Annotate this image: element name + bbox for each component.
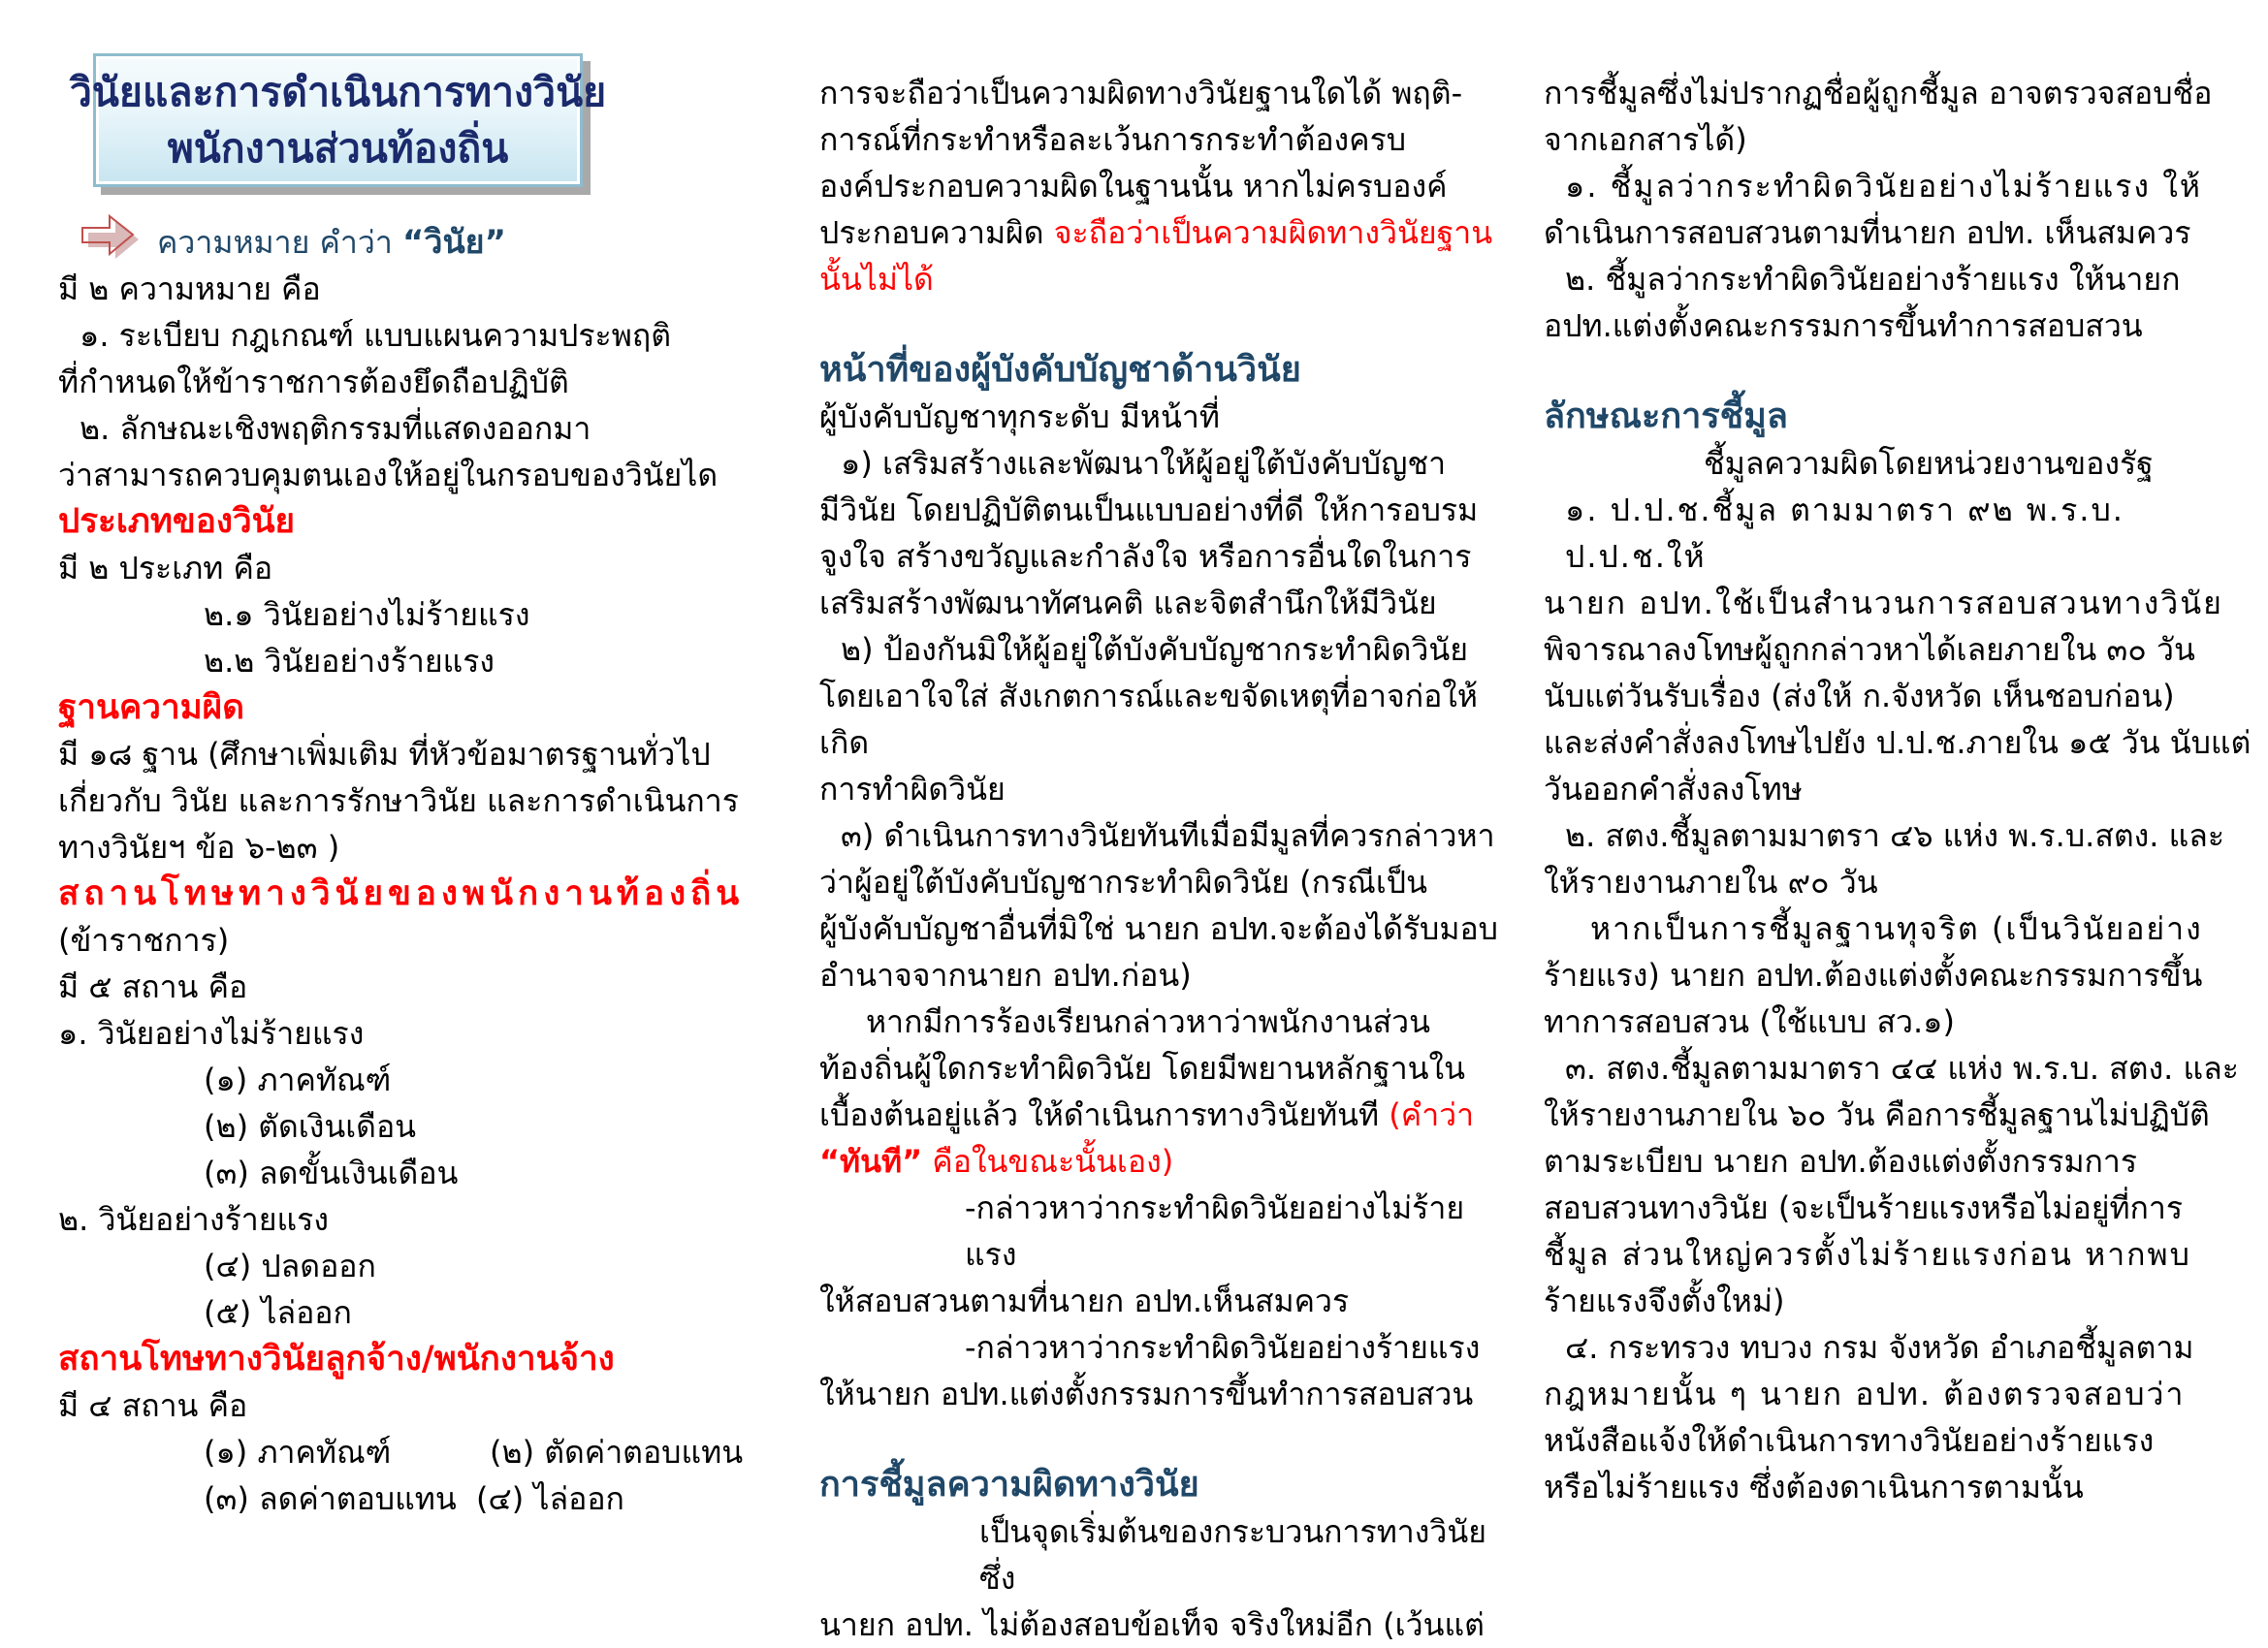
text-line: [1544, 766, 2261, 812]
text-line: [819, 116, 1516, 163]
text-segment: (๓) ลดค่าตอบแทน (๔) ไล่ออก: [204, 1480, 624, 1517]
text-segment: ให้รายงานภายใน ๙๐ วัน: [1544, 864, 1878, 901]
text-segment: ชี้มูล ส่วนใหญ่ควรตั้งไม่ร้ายแรงก่อน หากพบ: [1544, 1236, 2191, 1273]
text-segment: -กล่าวหาว่ากระทำผิดวินัยอย่างไม่ร้ายแรง: [965, 1189, 1465, 1273]
text-segment: (๓) ลดขั้นเงินเดือน: [204, 1155, 459, 1191]
text-line: [1544, 1231, 2261, 1278]
text-segment: จากเอกสารได้): [1544, 121, 1747, 158]
text-line: [1544, 256, 2261, 302]
text-segment: จะถือว่าเป็นความผิดทางวินัยฐาน: [1053, 214, 1493, 251]
column-3: [1544, 70, 2261, 1510]
text-segment: ผู้บังคับบัญชาทุกระดับ มีหน้าที่: [819, 398, 1220, 435]
text-line: [1544, 302, 2261, 349]
text-segment: ๑. ป.ป.ช.ชี้มูล ตามมาตรา ๙๒ พ.ร.บ. ป.ป.ช.ให้: [1565, 491, 2137, 575]
text-line: [1544, 116, 2261, 163]
text-line: [1544, 719, 2261, 766]
text-line: [1544, 70, 2261, 116]
text-line: [58, 266, 783, 312]
text-line: [819, 347, 1516, 394]
text-segment: โดยเอาใจใส่ สังเกตการณ์และขจัดเหตุที่อาจก่อให้เกิด: [819, 678, 1478, 761]
text-segment: ดำเนินการสอบสวนตามที่นายก อปท. เห็นสมควร: [1544, 214, 2191, 251]
text-line: [819, 1508, 1516, 1601]
column-1: [58, 53, 783, 1522]
text-segment: มีวินัย โดยปฏิบัติตนเป็นแบบอย่างที่ดี ให้การอบรม: [819, 491, 1479, 528]
text-segment: และส่งคำสั่งลงโทษไปยัง ป.ป.ช.ภายใน ๑๕ วัน นับแต่: [1544, 724, 2252, 761]
text-line: [1544, 859, 2261, 905]
text-line: [819, 70, 1516, 116]
text-segment: ให้นายก อปท.แต่งตั้งกรรมการขึ้นทำการสอบสวน: [819, 1376, 1474, 1412]
text-line: [819, 812, 1516, 859]
text-line: [819, 580, 1516, 626]
text-line: [819, 1371, 1516, 1417]
text-line: [58, 964, 783, 1010]
text-line: [1544, 812, 2261, 859]
text-line: [1544, 1417, 2261, 1464]
text-line: [58, 1336, 783, 1382]
text-line: [58, 1010, 783, 1057]
text-line: [1544, 905, 2261, 952]
text-segment: หากมีการร้องเรียนกล่าวหาว่าพนักงานส่วน: [866, 1003, 1430, 1040]
text-segment: ฐานความผิด: [58, 688, 244, 727]
text-segment: การชี้มูลความผิดทางวินัย: [819, 1465, 1199, 1505]
text-line: [58, 498, 783, 545]
text-line: [819, 1045, 1516, 1092]
text-segment: (๔) ปลดออก: [204, 1248, 376, 1284]
text-line: [1544, 1324, 2261, 1371]
text-line: [58, 871, 783, 917]
text-segment: หากเป็นการชี้มูลฐานทุจริต (เป็นวินัยอย่าง: [1590, 910, 2203, 947]
text-segment: สถานโทษทางวินัยของพนักงานท้องถิ่น: [58, 874, 745, 913]
text-segment: ๒. ชี้มูลว่ากระทำผิดวินัยอย่างร้ายแรง ให้นายก: [1565, 261, 2181, 298]
text-segment: กฎหมายนั้น ๆ นายก อปท. ต้องตรวจสอบว่า: [1544, 1376, 2186, 1412]
text-segment: ลักษณะการชี้มูล: [1544, 396, 1788, 436]
text-line: [819, 533, 1516, 580]
text-segment: “ทันที”: [819, 1143, 923, 1180]
text-line: [819, 766, 1516, 812]
text-segment: นายก อปท.ใช้เป็นสำนวนการสอบสวนทางวินัย: [1544, 585, 2223, 621]
text-segment: ๑) เสริมสร้างและพัฒนาให้ผู้อยู่ใต้บังคับบัญชา: [841, 445, 1447, 482]
text-segment: มี ๕ สถาน คือ: [58, 968, 248, 1005]
text-segment: ๓) ดำเนินการทางวินัยทันทีเมื่อมีมูลที่ควรกล่าวหา: [841, 817, 1495, 854]
column-3-text: [1544, 70, 2261, 1510]
text-line: [1544, 1092, 2261, 1138]
text-segment: ๓. สตง.ชี้มูลตามมาตรา ๔๔ แห่ง พ.ร.บ. สตง. และ: [1565, 1050, 2239, 1087]
text-line: [58, 545, 783, 591]
arrow-heading-line: [58, 212, 783, 266]
text-line: [819, 1185, 1516, 1278]
text-segment: องค์ประกอบความผิดในฐานนั้น หากไม่ครบองค์: [819, 168, 1448, 205]
text-line: [1544, 440, 2261, 487]
text-segment: ตามระเบียบ นายก อปท.ต้องแต่งตั้งกรรมการ: [1544, 1143, 2138, 1180]
text-line: [1544, 998, 2261, 1045]
text-line: [819, 626, 1516, 673]
text-line: [58, 684, 783, 731]
text-segment: ๒.๒ วินัยอย่างร้ายแรง: [204, 643, 495, 680]
text-line: [58, 359, 783, 405]
text-segment: อปท.แต่งตั้งคณะกรรมการขึ้นทำการสอบสวน: [1544, 307, 2143, 344]
text-segment: หนังสือแจ้งให้ดำเนินการทางวินัยอย่างร้ายแรง: [1544, 1422, 2155, 1459]
text-segment: เสริมสร้างพัฒนาทัศนคติ และจิตสำนึกให้มีวินัย: [819, 585, 1437, 621]
text-line: [58, 591, 783, 638]
text-segment: ๒.๑ วินัยอย่างไม่ร้ายแรง: [204, 596, 530, 633]
text-segment: ๔. กระทรวง ทบวง กรม จังหวัด อำเภอชี้มูลตาม: [1565, 1329, 2194, 1366]
text-segment: วันออกคำสั่งลงโทษ: [1544, 771, 1803, 808]
text-line: [58, 824, 783, 871]
text-line: [1544, 1138, 2261, 1185]
text-line: [819, 859, 1516, 905]
text-line: [1544, 163, 2261, 209]
text-line: [1544, 209, 2261, 256]
text-segment: ประเภทของวินัย: [58, 502, 296, 541]
text-line: [819, 952, 1516, 998]
text-segment: ๑. ระเบียบ กฎเกณฑ์ แบบแผนความประพฤติ: [80, 317, 671, 354]
text-segment: (คำว่า: [1389, 1096, 1475, 1133]
text-line: [58, 777, 783, 824]
text-line: [1544, 1371, 2261, 1417]
text-line: [58, 1289, 783, 1336]
text-segment: เป็นจุดเริ่มต้นของกระบวนการทางวินัยซึ่ง: [979, 1513, 1486, 1597]
text-line: [819, 673, 1516, 766]
text-segment: ๒. ลักษณะเชิงพฤติกรรมที่แสดงออกมา: [80, 410, 591, 447]
text-line: [58, 405, 783, 452]
text-segment: ๑. ชี้มูลว่ากระทำผิดวินัยอย่างไม่ร้ายแรง ให้: [1565, 168, 2202, 205]
text-line: [1544, 1278, 2261, 1324]
text-line: [819, 487, 1516, 533]
text-line: [819, 440, 1516, 487]
text-line: [819, 256, 1516, 302]
text-segment: คือในขณะนั้นเอง): [922, 1143, 1174, 1180]
text-line: [1544, 1185, 2261, 1231]
text-line: [819, 1462, 1516, 1508]
text-segment: ๒) ป้องกันมิให้ผู้อยู่ใต้บังคับบัญชากระทำผิดวินัย: [841, 631, 1468, 668]
text-line: [819, 209, 1516, 256]
text-segment: (ข้าราชการ): [58, 922, 230, 959]
text-line: [1544, 673, 2261, 719]
text-segment: จูงใจ สร้างขวัญและกำลังใจ หรือการอื่นใดในการ: [819, 538, 1472, 575]
text-line: [1544, 394, 2261, 440]
text-segment: ชี้มูลความผิดโดยหน่วยงานของรัฐ: [1704, 445, 2154, 482]
text-segment: การณ์ที่กระทำหรือละเว้นการกระทำต้องครบ: [819, 121, 1407, 158]
text-segment: ๑. วินัยอย่างไม่ร้ายแรง: [58, 1015, 365, 1052]
text-line: [58, 1150, 783, 1196]
text-segment: หน้าที่ของผู้บังคับบัญชาด้านวินัย: [819, 350, 1301, 390]
column-1-text: [58, 212, 783, 1522]
text-line: [58, 1196, 783, 1243]
text-segment: ผู้บังคับบัญชาอื่นที่มิใช่ นายก อปท.จะต้องได้รับมอบ: [819, 910, 1498, 947]
text-segment: ร้ายแรงจึงตั้งใหม่): [1544, 1283, 1785, 1319]
text-line: [1544, 1464, 2261, 1510]
text-segment: มี ๑๘ ฐาน (ศึกษาเพิ่มเติม ที่หัวข้อมาตรฐานทั่วไป: [58, 736, 711, 773]
text-line: [58, 638, 783, 684]
text-line: [1544, 580, 2261, 626]
text-segment: (๕) ไล่ออก: [204, 1294, 352, 1331]
text-segment: ให้รายงานภายใน ๖๐ วัน คือการชี้มูลฐานไม่ปฏิบัติ: [1544, 1096, 2210, 1133]
text-segment: มี ๒ ความหมาย คือ: [58, 270, 321, 307]
text-segment: “วินัย”: [402, 223, 506, 262]
text-line: [1544, 1045, 2261, 1092]
text-line: [819, 1278, 1516, 1324]
column-2: [819, 70, 1516, 1648]
text-line: [58, 1475, 783, 1522]
text-line: [58, 1429, 783, 1475]
text-segment: นับแต่วันรับเรื่อง (ส่งให้ ก.จังหวัด เห็นชอบก่อน): [1544, 678, 2175, 714]
text-segment: การทำผิดวินัย: [819, 771, 1006, 808]
text-segment: อำนาจจากนายก อปท.ก่อน): [819, 957, 1192, 994]
text-line: [1544, 952, 2261, 998]
text-segment: ให้สอบสวนตามที่นายก อปท.เห็นสมควร: [819, 1283, 1350, 1319]
text-segment: นั้นไม่ได้: [819, 261, 934, 298]
text-segment: ว่าสามารถควบคุมตนเองให้อยู่ในกรอบของวินัยได: [58, 457, 719, 493]
title-box: [69, 53, 607, 187]
text-line: [819, 998, 1516, 1045]
text-segment: (๑) ภาคทัณฑ์: [204, 1062, 392, 1098]
text-segment: หรือไม่ร้ายแรง ซึ่งต้องดาเนินการตามนั้น: [1544, 1469, 2084, 1505]
text-line: [1544, 626, 2261, 673]
right-arrow-icon: [80, 212, 140, 261]
text-segment: มี ๔ สถาน คือ: [58, 1387, 248, 1424]
text-line: [819, 163, 1516, 209]
text-segment: ทางวินัยฯ ข้อ ๖-๒๓ ): [58, 829, 340, 866]
text-line: [819, 394, 1516, 440]
title-line-1: วินัยและการดำเนินการทางวินัย: [69, 69, 607, 115]
text-line: [58, 1243, 783, 1289]
text-segment: ๒. สตง.ชี้มูลตามมาตรา ๔๖ แห่ง พ.ร.บ.สตง. และ: [1565, 817, 2225, 854]
text-line: [819, 905, 1516, 952]
text-segment: สอบสวนทางวินัย (จะเป็นร้ายแรงหรือไม่อยู่ที่การ: [1544, 1189, 2184, 1226]
text-line: [58, 1382, 783, 1429]
text-segment: เบื้องต้นอยู่แล้ว ให้ดำเนินการทางวินัยทันที: [819, 1096, 1390, 1133]
text-line: [819, 1092, 1516, 1138]
text-line: [819, 1601, 1516, 1648]
text-segment: ท้องถิ่นผู้ใดกระทำผิดวินัย โดยมีพยานหลักฐานใน: [819, 1050, 1466, 1087]
text-segment: การจะถือว่าเป็นความผิดทางวินัยฐานใดได้ พฤติ-: [819, 75, 1463, 111]
text-segment: (๑) ภาคทัณฑ์ (๒) ตัดค่าตอบแทน: [204, 1434, 744, 1471]
text-segment: ความหมาย คำว่า: [157, 224, 402, 261]
text-segment: การชี้มูลซึ่งไม่ปรากฏชื่อผู้ถูกชี้มูล อาจตรวจสอบชื่อ: [1544, 75, 2213, 111]
text-segment: ที่กำหนดให้ข้าราชการต้องยึดถือปฏิบัติ: [58, 364, 569, 400]
text-segment: มี ๒ ประเภท คือ: [58, 550, 273, 586]
text-segment: นายก อปท. ไม่ต้องสอบข้อเท็จ จริงใหม่อีก (เว้นแต่: [819, 1606, 1485, 1643]
text-line: [58, 1103, 783, 1150]
text-segment: ร้ายแรง) นายก อปท.ต้องแต่งตั้งคณะกรรมการขึ้น: [1544, 957, 2203, 994]
text-segment: ทาการสอบสวน (ใช้แบบ สว.๑): [1544, 1003, 1955, 1040]
text-segment: พิจารณาลงโทษผู้ถูกกล่าวหาได้เลยภายใน ๓๐ วัน: [1544, 631, 2195, 668]
text-line: [819, 1138, 1516, 1185]
text-line: [819, 1324, 1516, 1371]
text-segment: เกี่ยวกับ วินัย และการรักษาวินัย และการดำเนินการ: [58, 782, 739, 819]
text-segment: ๒. วินัยอย่างร้ายแรง: [58, 1201, 329, 1238]
text-line: [58, 731, 783, 777]
text-line: [1544, 487, 2261, 580]
text-line: [58, 917, 783, 964]
text-segment: (๒) ตัดเงินเดือน: [204, 1108, 417, 1145]
title-line-2: พนักงานส่วนท้องถิ่น: [167, 125, 509, 172]
column-2-text: [819, 70, 1516, 1648]
text-line: [58, 452, 783, 498]
text-segment: -กล่าวหาว่ากระทำผิดวินัยอย่างร้ายแรง: [965, 1329, 1481, 1366]
text-segment: ว่าผู้อยู่ใต้บังคับบัญชากระทำผิดวินัย (กรณีเป็น: [819, 864, 1427, 901]
text-segment: สถานโทษทางวินัยลูกจ้าง/พนักงานจ้าง: [58, 1340, 615, 1379]
text-segment: ประกอบความผิด: [819, 214, 1054, 251]
text-line: [58, 312, 783, 359]
text-line: [58, 1057, 783, 1103]
